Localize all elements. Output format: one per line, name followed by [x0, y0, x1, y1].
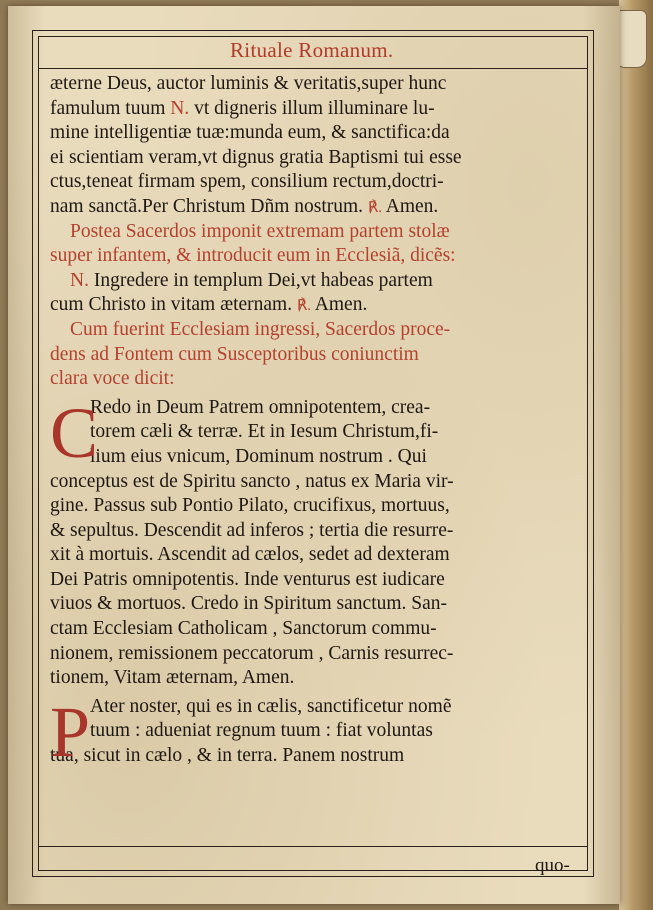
text-line: mine intelligentiæ tuæ:munda eum, & sanctifica:da — [50, 122, 450, 144]
rubric-line: dens ad Fontem cum Susceptoribus coniunctim — [50, 343, 419, 365]
text-line: tua, sicut in cælo , & in terra. Panem nostrum — [50, 745, 405, 767]
text-line: Redo in Deum Patrem omnipotentem, crea- — [90, 396, 431, 418]
text-line: ctam Ecclesiam Catholicam , Sanctorum commu- — [50, 618, 437, 640]
text-line: ei scientiam veram,vt dignus gratia Baptismi tui esse — [50, 146, 462, 168]
text-line: gine. Passus sub Pontio Pilato, crucifixus, mortuus, — [50, 495, 450, 517]
drop-cap-initial: C — [50, 392, 99, 473]
ingredere-versicle — [50, 269, 590, 318]
drop-cap-initial: P — [50, 691, 91, 772]
text-line: viuos & mortuos. Credo in Spiritum sanctum. San- — [50, 593, 448, 615]
text-line — [50, 97, 590, 122]
text-line — [50, 195, 590, 220]
text-fragment: famulum tuum — [50, 97, 166, 119]
book-spine — [619, 0, 653, 910]
text-line: tionem, Vitam æternam, Amen. — [50, 667, 295, 689]
text-fragment: nam sanctã.Per Christum Dñm nostrum. — [50, 195, 364, 217]
text-fragment: cum Christo in vitam æternam. — [50, 294, 293, 316]
name-mark: N. — [170, 97, 190, 119]
amen-text: Amen. — [314, 294, 368, 316]
footer-rule — [38, 846, 588, 847]
rubric-font — [50, 318, 590, 392]
text-line — [50, 293, 590, 318]
credo-paragraph — [50, 392, 590, 691]
pater-paragraph — [50, 691, 590, 772]
rubric-line: super infantem, & introducit eum in Ecclesiã, dicẽs: — [50, 245, 456, 267]
rubric-line: Postea Sacerdos imponit extremam partem stolæ — [70, 220, 450, 242]
rubric-stole — [50, 220, 590, 269]
text-line: Dei Patris omnipotentis. Inde venturus est iudicare — [50, 568, 445, 590]
text-line: & sepultus. Descendit ad inferos ; tertia die resurre- — [50, 519, 454, 541]
prayer-ending — [50, 72, 590, 220]
running-head: Rituale Romanum. — [230, 38, 394, 62]
response-mark: ℟. — [296, 298, 311, 315]
text-line: æterne Deus, auctor luminis & veritatis,super hunc — [50, 73, 447, 94]
catchword: quo- — [535, 855, 570, 876]
header-rule — [38, 68, 588, 69]
text-line: conceptus est de Spiritu sancto , natus ex Maria vir- — [50, 470, 454, 492]
text-line — [50, 269, 590, 294]
text-line: torem cæli & terræ. Et in Iesum Christum,fi- — [90, 421, 439, 443]
name-mark: N. — [70, 269, 89, 291]
amen-text: Amen. — [385, 195, 439, 217]
text-line: nionem, remissionem peccatorum , Carnis resurrec- — [50, 642, 454, 664]
text-line: tuum : adueniat regnum tuum : fiat voluntas — [90, 720, 433, 742]
text-line: xit à mortuis. Ascendit ad cælos, sedet ad dexteram — [50, 544, 450, 566]
text-fragment: vt digneris illum illuminare lu- — [194, 97, 435, 119]
text-line: Ater noster, qui es in cælis, sanctificetur nomẽ — [90, 695, 452, 717]
response-mark: ℟. — [367, 199, 382, 216]
text-line: lium eius vnicum, Dominum nostrum . Qui — [90, 445, 427, 467]
text-line: ctus,teneat firmam spem, consilium rectum,doctri- — [50, 171, 444, 193]
rubric-line: Cum fuerint Ecclesiam ingressi, Sacerdos proce- — [70, 318, 451, 340]
text-fragment: Ingredere in templum Dei,vt habeas partem — [93, 269, 433, 291]
rubric-line: clara voce dicit: — [50, 368, 175, 390]
page-text — [50, 72, 590, 772]
